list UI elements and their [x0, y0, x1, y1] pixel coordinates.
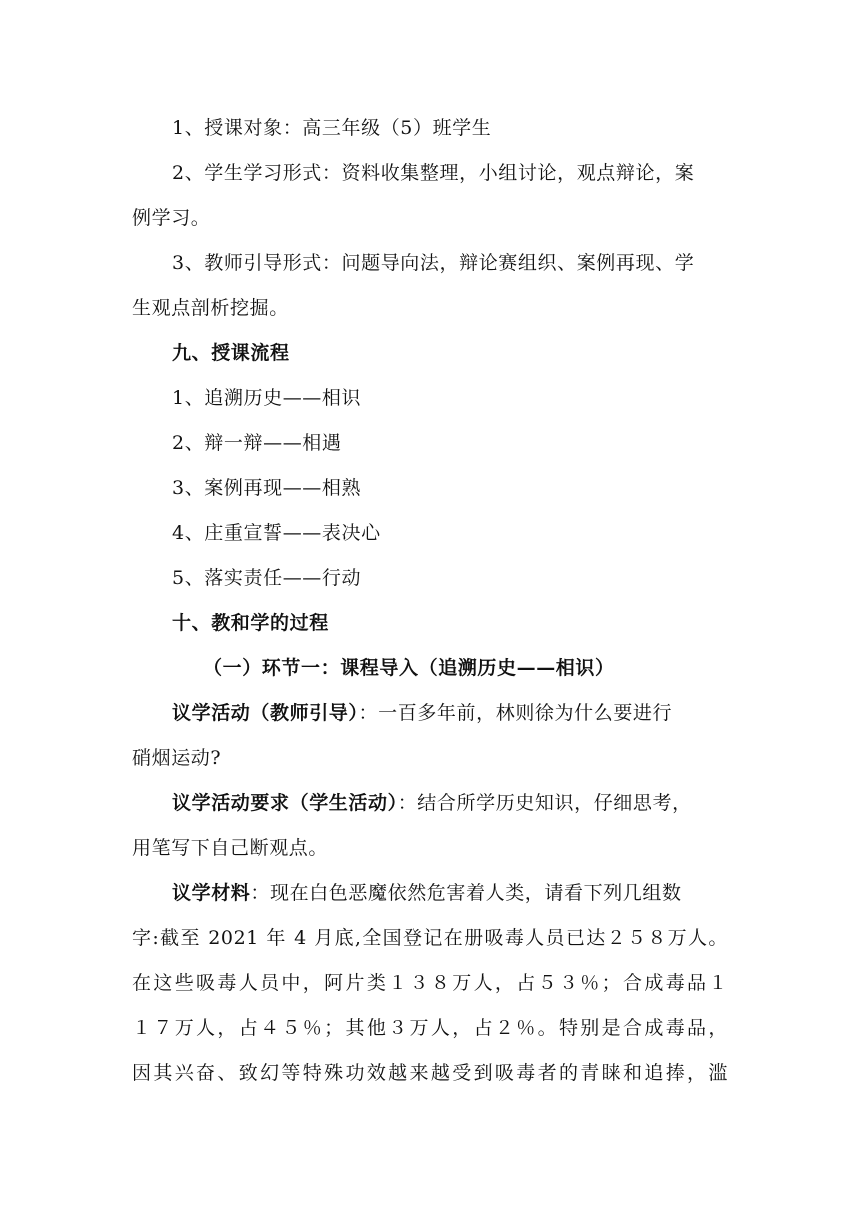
flow-item-2: 2、辩一辩——相遇: [172, 432, 342, 454]
section-heading-ten: 十、教和学的过程: [172, 612, 329, 634]
activity-student-line: [172, 790, 692, 816]
section-heading-nine: 九、授课流程: [172, 342, 290, 364]
material-label: 议学材料: [172, 882, 251, 904]
material-line-2: 在这些吸毒人员中，阿片类１３８万人，占５３％；合成毒品１: [132, 972, 728, 994]
material-line-1: 字:截至 2021 年 4 月底,全国登记在册吸毒人员已达２５８万人。: [132, 927, 728, 949]
flow-item-5: 5、落实责任——行动: [172, 567, 362, 589]
flow-item-1: 1、追溯历史——相识: [172, 387, 362, 409]
activity-student-label: 议学活动要求（学生活动）: [172, 792, 398, 814]
activity-teacher-line: [172, 700, 672, 726]
text-line-teacher-form-cont: 生观点剖析挖掘。: [132, 297, 289, 319]
activity-teacher-cont: 硝烟运动?: [132, 747, 222, 769]
activity-student-text: ：结合所学历史知识，仔细思考，: [397, 792, 692, 814]
activity-teacher-text: ：一百多年前，林则徐为什么要进行: [358, 702, 673, 724]
text-line-learning-form-cont: 例学习。: [132, 207, 211, 229]
text-line-learning-form: 2、学生学习形式：资料收集整理，小组讨论，观点辩论，案: [172, 162, 695, 184]
text-line-teacher-form: 3、教师引导形式：问题导向法，辩论赛组织、案例再现、学: [172, 252, 695, 274]
text-line-target-students: 1、授课对象：高三年级（5）班学生: [172, 117, 492, 139]
material-text: ：现在白色恶魔依然危害着人类，请看下列几组数: [250, 882, 682, 904]
flow-item-4: 4、庄重宣誓——表决心: [172, 522, 381, 544]
material-line-3: １７万人，占４５％；其他３万人，占２％。特别是合成毒品，: [132, 1017, 728, 1039]
activity-teacher-label: 议学活动（教师引导）: [172, 702, 359, 724]
material-line: [172, 880, 682, 906]
material-line-4: 因其兴奋、致幻等特殊功效越来越受到吸毒者的青睐和追捧，滥: [132, 1062, 728, 1084]
subsection-heading-step-one: （一）环节一：课程导入（追溯历史——相识）: [203, 657, 615, 679]
activity-student-cont: 用笔写下自己断观点。: [132, 837, 329, 859]
flow-item-3: 3、案例再现——相熟: [172, 477, 362, 499]
